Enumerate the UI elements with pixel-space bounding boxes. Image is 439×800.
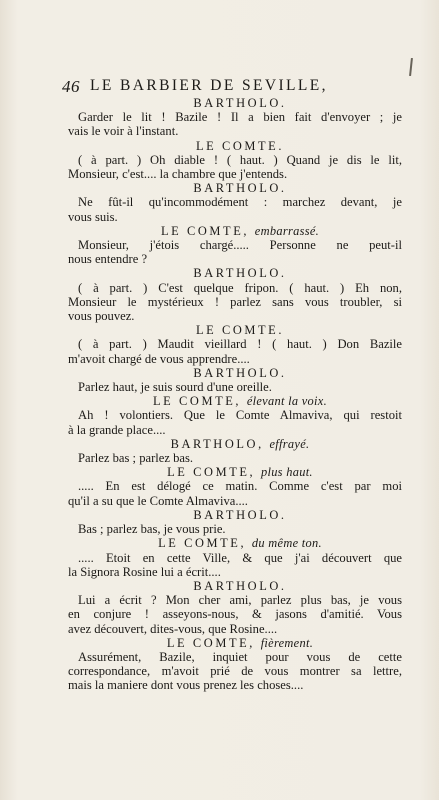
speech-line: Parlez haut, je suis sourd d'une oreille.: [78, 380, 272, 395]
speaker-heading: [68, 96, 402, 110]
stage-direction: plus haut.: [260, 465, 313, 480]
speech-line: Ah ! volontiers. Que le Comte Almaviva, qui restoit: [78, 408, 402, 423]
speech-line: Lui a écrit ? Mon cher ami, parlez plus bas, je vous: [78, 593, 402, 608]
speaker-name: BARTHOLO.: [193, 96, 287, 110]
speaker-name: LE COMTE,: [160, 223, 250, 238]
speech-line: correspondance, m'avoit prié de vous montrer sa lettre,: [68, 664, 402, 679]
speaker-name: BARTHOLO.: [193, 266, 287, 281]
speaker-heading: [68, 394, 402, 408]
stage-direction: fièrement.: [260, 635, 314, 650]
speaker-heading: [68, 636, 402, 650]
running-title: LE BARBIER DE SEVILLE,: [90, 77, 328, 94]
speaker-name: BARTHOLO,: [170, 436, 264, 451]
speech-line: m'avoit chargé de vous apprendre....: [68, 351, 250, 366]
speech-line: qu'il a su que le Comte Almaviva....: [68, 493, 248, 508]
speech-line: vais le voir à l'instant.: [68, 124, 179, 139]
speaker-name: LE COMTE,: [153, 394, 242, 409]
speaker-name: BARTHOLO.: [193, 181, 287, 196]
speaker-heading: [68, 181, 402, 195]
speech-line: Monsieur, c'est.... la chambre que j'entends.: [68, 167, 288, 182]
speech-line: mais la maniere dont vous prenez les choses....: [68, 678, 304, 693]
play-text: [68, 96, 402, 693]
stage-direction: embarrassé.: [254, 223, 320, 238]
speaker-name: BARTHOLO.: [193, 578, 287, 593]
speaker-heading: [68, 465, 402, 479]
speech-line: Bas ; parlez bas, je vous prie.: [78, 522, 226, 537]
speaker-heading: [68, 536, 402, 550]
speaker-name: LE COMTE,: [166, 635, 255, 650]
speech-line: Monsieur le mystérieux ! parlez sans vous troubler, si: [68, 294, 402, 309]
speech-line: vous pouvez.: [68, 309, 135, 324]
speech-line: ( à part. ) Maudit vieillard ! ( haut. ) Don Bazile: [78, 337, 402, 352]
speech-line: Monsieur, j'étois chargé..... Personne ne peut-il: [78, 238, 402, 253]
speech-line: Garder le lit ! Bazile ! Il a bien fait d'envoyer ; je: [78, 110, 402, 125]
page-number: 46: [62, 77, 80, 96]
speaker-heading: [68, 139, 402, 153]
speech-line: à la grande place....: [68, 422, 166, 437]
speech-line: nous entendre ?: [68, 252, 148, 267]
speech-line: Parlez bas ; parlez bas.: [78, 451, 194, 466]
speech-line: ..... En est délogé ce matin. Comme c'est par moi: [78, 479, 402, 494]
running-head: [62, 77, 414, 97]
speaker-heading: [68, 323, 402, 337]
speech-line: en conjure ! asseyons-nous, & jasons d'amitié. Vous: [68, 607, 402, 622]
speaker-heading: [68, 266, 402, 280]
speaker-heading: [68, 224, 402, 238]
speaker-name: LE COMTE,: [167, 465, 256, 480]
stage-direction: effrayé.: [269, 436, 310, 451]
speech-line: Ne fût-il qu'incommodément : marchez devant, je: [78, 195, 402, 210]
speaker-name: LE COMTE.: [195, 323, 285, 338]
speaker-heading: [68, 579, 402, 593]
ink-mark: [409, 58, 413, 76]
speech-line: la Signora Rosine lui a écrit....: [68, 564, 221, 579]
speaker-name: BARTHOLO.: [193, 507, 287, 522]
speaker-name: BARTHOLO.: [193, 365, 287, 380]
stage-direction: du même ton.: [251, 536, 322, 551]
speaker-heading: [68, 366, 402, 380]
speech-line: ( à part. ) C'est quelque fripon. ( haut. ) Eh non,: [78, 280, 402, 295]
speech-line: Assurément, Bazile, inquiet pour vous de cette: [78, 649, 402, 664]
speech-line: ( à part. ) Oh diable ! ( haut. ) Quand je dis le lit,: [78, 152, 402, 167]
speech-line: vous suis.: [68, 209, 118, 224]
speaker-name: LE COMTE,: [158, 536, 247, 551]
speaker-name: LE COMTE.: [195, 138, 285, 153]
speaker-heading: [68, 437, 402, 451]
speech-line: ..... Etoit en cette Ville, & que j'ai découvert que: [78, 550, 402, 565]
speaker-heading: [68, 508, 402, 522]
stage-direction: élevant la voix.: [246, 394, 327, 409]
speech-line: avez découvert, dites-vous, que Rosine....: [68, 621, 278, 636]
